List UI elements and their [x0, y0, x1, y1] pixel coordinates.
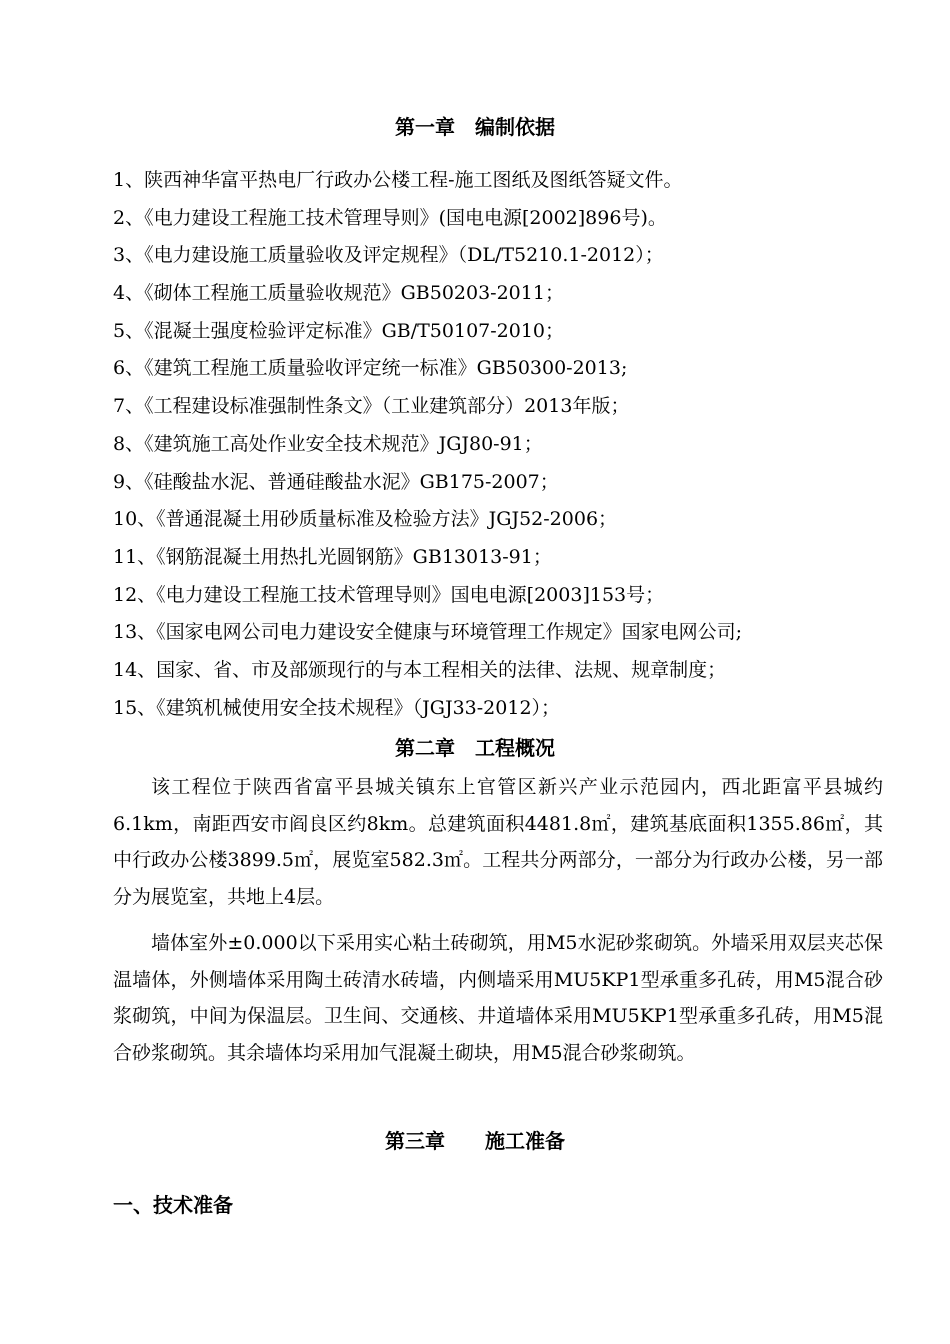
overview-paragraph-1: 该工程位于陕西省富平县城关镇东上官管区新兴产业示范园内，西北距富平县城约6.1km，南距西安市阎良区约8km。总建筑面积4481.8㎡，建筑基底面积1355.86㎡，其中行政办公楼3899.5㎡，展览室582.3㎡。工程共分两部分，一部分为行政办公楼，另一部分为展览室，共地上4层。 [113, 776, 883, 908]
reference-item: 12、《电力建设工程施工技术管理导则》国电电源[2003]153号； [113, 583, 665, 606]
reference-item: 2、《电力建设工程施工技术管理导则》(国电电源[2002]896号)。 [113, 206, 667, 229]
reference-item: 4、《砌体工程施工质量验收规范》GB50203-2011； [113, 282, 564, 305]
reference-item: 15、《建筑机械使用安全技术规程》（JGJ33-2012）； [113, 696, 561, 719]
chapter-2-title: 第二章 工程概况 [395, 736, 555, 760]
reference-item: 13、《国家电网公司电力建设安全健康与环境管理工作规定》国家电网公司; [113, 621, 743, 644]
reference-list [113, 162, 893, 727]
reference-item: 9、《硅酸盐水泥、普通硅酸盐水泥》GB175-2007； [113, 470, 559, 493]
reference-item: 11、《钢筋混凝土用热扎光圆钢筋》GB13013-91； [113, 545, 552, 568]
chapter-3-title: 第三章 施工准备 [385, 1129, 565, 1153]
reference-item: 14、国家、省、市及部颁现行的与本工程相关的法律、法规、规章制度； [113, 658, 727, 681]
reference-item: 7、《工程建设标准强制性条文》（工业建筑部分）2013年版； [113, 395, 630, 418]
reference-item: 1、陕西神华富平热电厂行政办公楼工程-施工图纸及图纸答疑文件。 [113, 169, 683, 191]
reference-item: 5、《混凝土强度检验评定标准》GB/T50107-2010； [113, 319, 565, 342]
chapter-1-title: 第一章 编制依据 [395, 115, 555, 139]
reference-item: 6、《建筑工程施工质量验收评定统一标准》GB50300-2013; [113, 357, 628, 380]
section-technical-preparation: 一、技术准备 [113, 1193, 233, 1217]
overview-paragraph-2: 墙体室外±0.000以下采用实心粘土砖砌筑，用M5水泥砂浆砌筑。外墙采用双层夹芯保温墙体，外侧墙体采用陶土砖清水砖墙，内侧墙采用MU5KP1型承重多孔砖，用M5混合砂浆砌筑，中间为保温层。卫生间、交通核、井道墙体采用MU5KP1型承重多孔砖，用M5混合砂浆砌筑。其余墙体均采用加气混凝土砌块，用M5混合砂浆砌筑。 [113, 932, 883, 1064]
reference-item: 10、《普通混凝土用砂质量标准及检验方法》JGJ52-2006； [113, 508, 618, 531]
reference-item: 3、《电力建设施工质量验收及评定规程》（DL/T5210.1-2012）； [113, 244, 664, 267]
reference-item: 8、《建筑施工高处作业安全技术规范》JGJ80-91； [113, 432, 543, 455]
